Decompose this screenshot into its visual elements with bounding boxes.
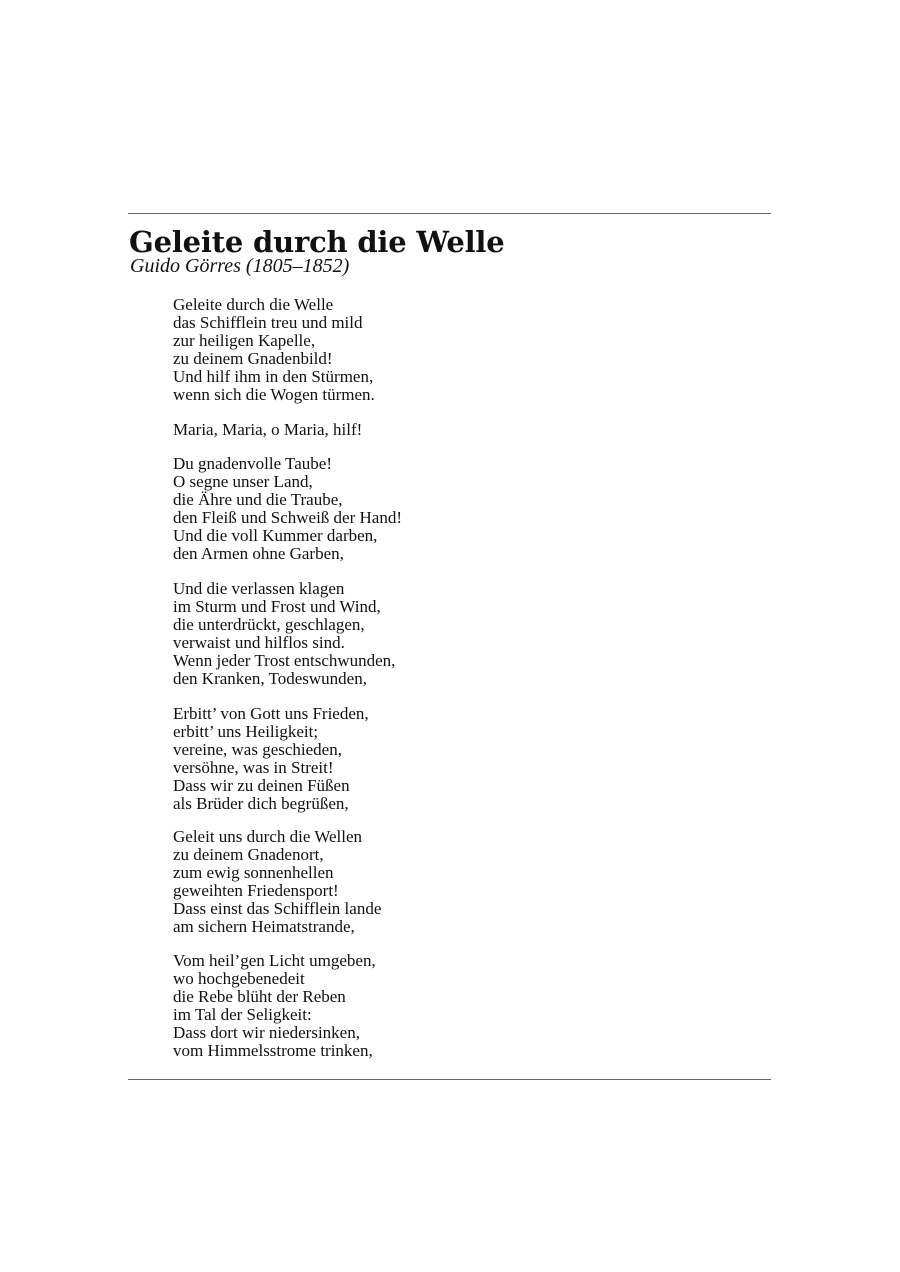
verse-line: im Tal der Seligkeit: — [173, 1005, 312, 1024]
verse-line: versöhne, was in Streit! — [173, 758, 334, 777]
verse-line: am sichern Heimatstrande, — [173, 917, 355, 936]
verse-line: Vom heil’gen Licht umgeben, — [173, 951, 376, 970]
verse-line: den Fleiß und Schweiß der Hand! — [173, 508, 402, 527]
verse-line: wenn sich die Wogen türmen. — [173, 385, 375, 404]
verse-line: Dass wir zu deinen Füßen — [173, 776, 350, 795]
verse-line: als Brüder dich begrüßen, — [173, 794, 349, 813]
verse-line: zu deinem Gnadenbild! — [173, 349, 333, 368]
verse-line: die Rebe blüht der Reben — [173, 987, 346, 1006]
verse-line: Dass einst das Schifflein lande — [173, 899, 382, 918]
song-author: Guido Görres (1805–1852) — [130, 255, 350, 277]
verse-line: Und hilf ihm in den Stürmen, — [173, 367, 374, 386]
verse-line: zum ewig sonnenhellen — [173, 863, 334, 882]
top-rule — [128, 213, 771, 214]
verse-line: Du gnadenvolle Taube! — [173, 454, 333, 473]
verse-line: vereine, was geschieden, — [173, 740, 342, 759]
verse-line: die Ähre und die Traube, — [173, 490, 343, 509]
verse-line: Geleite durch die Welle — [173, 295, 334, 314]
verse-line: wo hochgebenedeit — [173, 969, 305, 988]
verse-line: die unterdrückt, geschlagen, — [173, 615, 365, 634]
verse-line: vom Himmelsstrome trinken, — [173, 1041, 373, 1060]
verse-line: den Kranken, Todeswunden, — [173, 669, 367, 688]
verse-line: den Armen ohne Garben, — [173, 544, 344, 563]
verse-line: Und die voll Kummer darben, — [173, 526, 378, 545]
verse-line: das Schifflein treu und mild — [173, 313, 363, 332]
verse-line: verwaist und hilflos sind. — [173, 633, 345, 652]
verse-line: O segne unser Land, — [173, 472, 313, 491]
verse-line: zur heiligen Kapelle, — [173, 331, 316, 350]
verse-line: zu deinem Gnadenort, — [173, 845, 324, 864]
verse-line: Erbitt’ von Gott uns Frieden, — [173, 704, 369, 723]
verse-line: geweihten Friedensport! — [173, 881, 339, 900]
verse-line: im Sturm und Frost und Wind, — [173, 597, 381, 616]
verse-line: erbitt’ uns Heiligkeit; — [173, 722, 319, 741]
verse-line: Wenn jeder Trost entschwunden, — [173, 651, 396, 670]
verse-line: Dass dort wir niedersinken, — [173, 1023, 360, 1042]
bottom-rule — [128, 1079, 771, 1080]
song-title: Geleite durch die Welle — [129, 225, 505, 259]
refrain-line: Maria, Maria, o Maria, hilf! — [173, 420, 363, 439]
verse-line: Und die verlassen klagen — [173, 579, 345, 598]
verse-line: Geleit uns durch die Wellen — [173, 827, 363, 846]
